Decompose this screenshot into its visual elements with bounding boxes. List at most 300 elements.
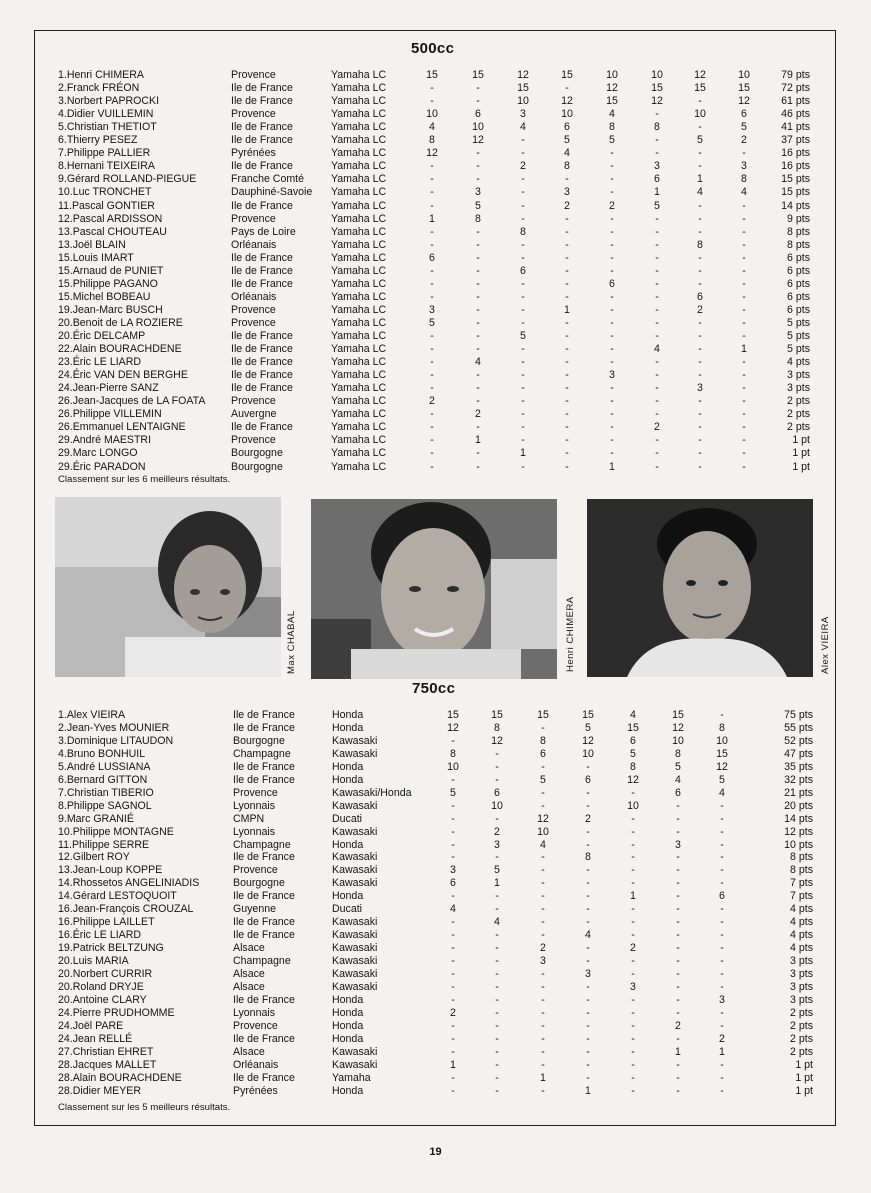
rider-region: Ile de France: [231, 82, 293, 95]
round-score: -: [521, 251, 525, 264]
round-score: -: [676, 993, 680, 1006]
rider-motorcycle: Kawasaki: [332, 929, 378, 942]
total-points: 6 pts: [787, 277, 810, 290]
rider-region: Ile de France: [233, 1071, 295, 1084]
rider-motorcycle: Yamaha LC: [331, 134, 387, 147]
round-score: -: [476, 277, 480, 290]
rider-motorcycle: Yamaha LC: [331, 303, 387, 316]
round-score: -: [631, 786, 635, 799]
rider-name: 10.Luc TRONCHET: [58, 186, 152, 199]
table-row: [0, 447, 871, 460]
rider-name: 4.Bruno BONHUIL: [58, 747, 146, 760]
rider-motorcycle: Kawasaki: [332, 851, 378, 864]
total-points: 16 pts: [781, 147, 810, 160]
rider-name: 11.Pascal GONTIER: [58, 199, 155, 212]
rider-motorcycle: Kawasaki: [332, 799, 378, 812]
rider-name: 23.Éric LE LIARD: [58, 356, 142, 369]
table-row: [0, 1085, 871, 1098]
rider-name: 14.Gérard LESTOQUOIT: [58, 890, 177, 903]
rider-region: Ile de France: [233, 929, 295, 942]
rider-name: 26.Emmanuel LENTAIGNE: [58, 421, 186, 434]
round-score: 6: [494, 786, 500, 799]
table-row: [0, 200, 871, 213]
table-row: [0, 186, 871, 199]
round-score: 10: [606, 69, 618, 81]
round-score: -: [698, 225, 702, 238]
total-points: 47 pts: [784, 747, 813, 760]
round-score: 12: [694, 69, 706, 81]
round-score: 10: [537, 825, 549, 838]
total-points: 2 pts: [790, 1019, 813, 1032]
rider-name: 7.Philippe PALLIER: [58, 147, 151, 160]
total-points: 52 pts: [784, 734, 813, 747]
round-score: -: [476, 369, 480, 382]
round-score: -: [742, 225, 746, 238]
round-score: -: [720, 825, 724, 838]
photo-caption: Alex VIEIRA: [820, 616, 831, 674]
round-score: -: [430, 343, 434, 356]
round-score: -: [451, 929, 455, 942]
table-row: [0, 213, 871, 226]
rider-region: Ile de France: [231, 95, 293, 108]
rider-name: 1.Alex VIEIRA: [58, 709, 126, 721]
rider-motorcycle: Honda: [332, 709, 364, 721]
round-score: -: [565, 251, 569, 264]
round-score: 10: [447, 760, 459, 773]
round-score: -: [631, 1045, 635, 1058]
round-score: 8: [675, 747, 681, 760]
round-score: -: [631, 955, 635, 968]
total-points: 2 pts: [790, 1006, 813, 1019]
round-score: 4: [564, 147, 570, 160]
round-score: -: [495, 993, 499, 1006]
rider-name: 10.Philippe MONTAGNE: [58, 825, 174, 838]
round-score: 8: [429, 134, 435, 147]
rider-name: 20.Roland DRYJE: [58, 980, 144, 993]
round-score: 5: [494, 864, 500, 877]
round-score: -: [430, 356, 434, 369]
rider-region: Lyonnais: [233, 799, 276, 812]
rider-name: 8.Philippe SAGNOL: [58, 799, 152, 812]
rider-name: 20.Benoit de LA ROZIERE: [58, 316, 183, 329]
table-row: [0, 1046, 871, 1059]
round-score: -: [742, 421, 746, 434]
total-points: 5 pts: [787, 316, 810, 329]
round-score: 3: [697, 382, 703, 395]
total-points: 8 pts: [787, 238, 810, 251]
round-score: -: [698, 434, 702, 447]
round-score: -: [430, 82, 434, 95]
rider-region: Pyrénées: [231, 147, 276, 160]
table-row: [0, 955, 871, 968]
round-score: 4: [475, 356, 481, 369]
round-score: -: [476, 382, 480, 395]
round-score: -: [476, 225, 480, 238]
round-score: 1: [520, 447, 526, 460]
round-score: 4: [520, 121, 526, 134]
round-score: 2: [564, 199, 570, 212]
round-score: -: [720, 903, 724, 916]
round-score: -: [698, 277, 702, 290]
round-score: -: [430, 199, 434, 212]
rider-region: Ile de France: [231, 199, 293, 212]
round-score: -: [655, 225, 659, 238]
round-score: -: [698, 95, 702, 108]
round-score: -: [451, 916, 455, 929]
round-score: -: [720, 1006, 724, 1019]
table-row: [0, 735, 871, 748]
round-score: -: [698, 316, 702, 329]
round-score: 8: [494, 721, 500, 734]
table-row: [0, 226, 871, 239]
rider-motorcycle: Yamaha LC: [331, 316, 387, 329]
rider-motorcycle: Ducati: [332, 903, 363, 916]
round-score: -: [541, 916, 545, 929]
round-score: 1: [475, 434, 481, 447]
table-row: [0, 774, 871, 787]
round-score: -: [586, 838, 590, 851]
round-score: 2: [609, 199, 615, 212]
round-score: 5: [719, 773, 725, 786]
round-score: 6: [654, 173, 660, 186]
round-score: -: [541, 760, 545, 773]
round-score: -: [541, 877, 545, 890]
total-points: 7 pts: [790, 877, 813, 890]
round-score: -: [495, 890, 499, 903]
rider-region: Bourgogne: [233, 734, 285, 747]
round-score: 8: [741, 173, 747, 186]
rider-name: 16.Philippe LAILLET: [58, 916, 155, 929]
rider-region: Ile de France: [233, 890, 295, 903]
round-score: -: [521, 356, 525, 369]
rider-name: 29.Marc LONGO: [58, 447, 138, 460]
rider-region: Auvergne: [231, 408, 277, 421]
total-points: 4 pts: [790, 903, 813, 916]
round-score: -: [698, 199, 702, 212]
round-score: 12: [447, 721, 459, 734]
table-row: [0, 968, 871, 981]
rider-name: 22.Alain BOURACHDENE: [58, 343, 182, 356]
table-row: [0, 748, 871, 761]
round-score: -: [586, 1071, 590, 1084]
round-score: -: [541, 929, 545, 942]
round-score: 6: [450, 877, 456, 890]
rider-name: 5.Christian THETIOT: [58, 121, 157, 134]
round-score: -: [521, 303, 525, 316]
rider-name: 26.Jean-Jacques de LA FOATA: [58, 395, 206, 408]
round-score: 2: [719, 1032, 725, 1045]
rider-region: Ile de France: [233, 1032, 295, 1045]
rider-name: 24.Jean RELLÉ: [58, 1032, 133, 1045]
round-score: -: [676, 890, 680, 903]
round-score: 15: [491, 709, 503, 721]
round-score: 2: [675, 1019, 681, 1032]
round-score: 10: [517, 95, 529, 108]
round-score: -: [451, 1032, 455, 1045]
round-score: -: [430, 225, 434, 238]
rider-name: 6.Bernard GITTON: [58, 773, 148, 786]
round-score: -: [610, 316, 614, 329]
round-score: -: [541, 864, 545, 877]
round-score: -: [430, 330, 434, 342]
rider-motorcycle: Yamaha LC: [331, 447, 387, 460]
round-score: -: [430, 186, 434, 199]
round-score: -: [495, 747, 499, 760]
round-score: -: [655, 316, 659, 329]
table-row: [0, 121, 871, 134]
round-score: 2: [654, 421, 660, 434]
round-score: -: [451, 968, 455, 980]
rider-region: Ile de France: [231, 134, 293, 147]
rider-region: Alsace: [233, 980, 265, 993]
rider-name: 4.Didier VUILLEMIN: [58, 108, 154, 121]
rider-name: 2.Franck FRÉON: [58, 82, 140, 95]
round-score: 8: [609, 121, 615, 134]
round-score: -: [742, 408, 746, 421]
round-score: -: [676, 799, 680, 812]
table-row: [0, 421, 871, 434]
round-score: -: [521, 147, 525, 160]
rider-region: Ile de France: [233, 760, 295, 773]
round-score: 1: [609, 460, 615, 473]
round-score: -: [495, 1071, 499, 1084]
table-row: [0, 813, 871, 826]
round-score: -: [655, 460, 659, 473]
round-score: -: [521, 134, 525, 147]
total-points: 6 pts: [787, 303, 810, 316]
round-score: 10: [561, 108, 573, 121]
total-points: 61 pts: [781, 95, 810, 108]
round-score: -: [610, 434, 614, 447]
round-score: -: [655, 434, 659, 447]
rider-name: 20.Norbert CURRIR: [58, 968, 153, 980]
rider-name: 16.Jean-François CROUZAL: [58, 903, 194, 916]
round-score: -: [631, 993, 635, 1006]
round-score: -: [586, 916, 590, 929]
rider-region: Ile de France: [231, 160, 293, 173]
round-score: -: [631, 851, 635, 864]
round-score: 15: [582, 709, 594, 721]
rider-motorcycle: Honda: [332, 721, 364, 734]
round-score: -: [565, 277, 569, 290]
round-score: 4: [741, 186, 747, 199]
round-score: -: [610, 264, 614, 277]
rider-name: 15.Arnaud de PUNIET: [58, 264, 164, 277]
round-score: -: [565, 264, 569, 277]
round-score: 5: [675, 760, 681, 773]
round-score: -: [610, 408, 614, 421]
round-score: -: [676, 916, 680, 929]
rider-motorcycle: Yamaha LC: [331, 395, 387, 408]
total-points: 3 pts: [787, 382, 810, 395]
table-row: [0, 108, 871, 121]
total-points: 41 pts: [781, 121, 810, 134]
round-score: -: [676, 1032, 680, 1045]
rider-motorcycle: Kawasaki: [332, 825, 378, 838]
rider-region: Ile de France: [233, 993, 295, 1006]
rider-motorcycle: Kawasaki: [332, 968, 378, 980]
round-score: -: [565, 356, 569, 369]
round-score: -: [586, 903, 590, 916]
round-score: -: [655, 303, 659, 316]
round-score: 1: [494, 877, 500, 890]
round-score: -: [631, 1019, 635, 1032]
round-score: -: [476, 316, 480, 329]
round-score: 4: [450, 903, 456, 916]
rider-motorcycle: Honda: [332, 760, 364, 773]
round-score: 2: [494, 825, 500, 838]
round-score: -: [495, 760, 499, 773]
table-row: [0, 709, 871, 722]
round-score: 3: [475, 186, 481, 199]
round-score: -: [631, 1071, 635, 1084]
round-score: -: [586, 1045, 590, 1058]
round-score: -: [655, 356, 659, 369]
round-score: 15: [738, 82, 750, 95]
table-row: [0, 382, 871, 395]
rider-name: 24.Éric VAN DEN BERGHE: [58, 369, 188, 382]
table-row: [0, 173, 871, 186]
rider-motorcycle: Honda: [332, 838, 364, 851]
round-score: -: [720, 1058, 724, 1071]
rider-name: 8.Hernani TEIXEIRA: [58, 160, 155, 173]
round-score: 1: [429, 212, 435, 225]
total-points: 3 pts: [790, 968, 813, 980]
round-score: -: [742, 303, 746, 316]
rider-motorcycle: Yamaha LC: [331, 277, 387, 290]
round-score: 6: [564, 121, 570, 134]
rider-name: 13.Jean-Loup KOPPE: [58, 864, 163, 877]
rider-name: 6.Thierry PESEZ: [58, 134, 138, 147]
round-score: -: [676, 1071, 680, 1084]
round-score: 1: [540, 1071, 546, 1084]
rider-motorcycle: Honda: [332, 1084, 364, 1097]
rider-name: 14.Rhossetos ANGELINIADIS: [58, 877, 200, 890]
round-score: -: [495, 851, 499, 864]
round-score: -: [451, 825, 455, 838]
round-score: -: [655, 264, 659, 277]
round-score: -: [720, 980, 724, 993]
total-points: 5 pts: [787, 343, 810, 356]
round-score: -: [451, 890, 455, 903]
round-score: 3: [675, 838, 681, 851]
rider-name: 12.Pascal ARDISSON: [58, 212, 163, 225]
rider-motorcycle: Kawasaki: [332, 916, 378, 929]
round-score: -: [655, 382, 659, 395]
round-score: -: [476, 303, 480, 316]
total-points: 20 pts: [784, 799, 813, 812]
round-score: -: [720, 799, 724, 812]
rider-motorcycle: Honda: [332, 1006, 364, 1019]
total-points: 1 pt: [792, 434, 810, 447]
rider-name: 3.Norbert PAPROCKI: [58, 95, 160, 108]
rider-region: Provence: [231, 69, 276, 81]
round-score: 8: [719, 721, 725, 734]
round-score: 15: [627, 721, 639, 734]
round-score: -: [720, 864, 724, 877]
rider-motorcycle: Yamaha LC: [331, 147, 387, 160]
round-score: -: [655, 238, 659, 251]
round-score: -: [541, 786, 545, 799]
round-score: -: [541, 980, 545, 993]
round-score: -: [430, 238, 434, 251]
total-points: 3 pts: [790, 955, 813, 968]
rider-region: Ile de France: [231, 356, 293, 369]
table-row: [0, 82, 871, 95]
rider-region: Alsace: [233, 942, 265, 955]
round-score: -: [541, 1084, 545, 1097]
rider-name: 24.Pierre PRUDHOMME: [58, 1006, 175, 1019]
round-score: 5: [609, 134, 615, 147]
rider-name: 3.Dominique LITAUDON: [58, 734, 174, 747]
section-title-750cc: 750cc: [412, 680, 456, 697]
round-score: -: [495, 1006, 499, 1019]
round-score: -: [742, 290, 746, 303]
rider-name: 16.Éric LE LIARD: [58, 929, 142, 942]
round-score: -: [631, 903, 635, 916]
round-score: 1: [697, 173, 703, 186]
round-score: 4: [494, 916, 500, 929]
rider-region: Lyonnais: [233, 1006, 276, 1019]
rider-name: 11.Philippe SERRE: [58, 838, 150, 851]
round-score: -: [676, 812, 680, 825]
round-score: -: [430, 290, 434, 303]
round-score: -: [451, 1071, 455, 1084]
round-score: -: [430, 460, 434, 473]
round-score: -: [610, 173, 614, 186]
total-points: 35 pts: [784, 760, 813, 773]
round-score: -: [565, 343, 569, 356]
round-score: -: [610, 447, 614, 460]
rider-motorcycle: Kawasaki: [332, 864, 378, 877]
round-score: 12: [472, 134, 484, 147]
round-score: 3: [494, 838, 500, 851]
round-score: -: [720, 851, 724, 864]
table-row: [0, 317, 871, 330]
round-score: 15: [606, 95, 618, 108]
round-score: -: [451, 980, 455, 993]
table-row: [0, 239, 871, 252]
total-points: 4 pts: [790, 929, 813, 942]
round-score: -: [565, 460, 569, 473]
photo-max-chabal: [55, 497, 281, 677]
round-score: -: [541, 1019, 545, 1032]
round-score: -: [698, 356, 702, 369]
round-score: -: [720, 916, 724, 929]
round-score: -: [586, 890, 590, 903]
round-score: -: [521, 343, 525, 356]
total-points: 1 pt: [795, 1071, 813, 1084]
rider-name: 7.Christian TIBERIO: [58, 786, 154, 799]
round-score: 10: [716, 734, 728, 747]
rider-region: Provence: [233, 1019, 278, 1032]
round-score: 12: [627, 773, 639, 786]
round-score: -: [521, 395, 525, 408]
round-score: -: [451, 1084, 455, 1097]
round-score: 12: [716, 760, 728, 773]
rider-motorcycle: Yamaha LC: [331, 238, 387, 251]
round-score: -: [655, 290, 659, 303]
round-score: -: [676, 864, 680, 877]
round-score: 2: [429, 395, 435, 408]
rider-name: 27.Christian EHRET: [58, 1045, 154, 1058]
round-score: -: [451, 955, 455, 968]
total-points: 4 pts: [787, 356, 810, 369]
round-score: -: [631, 812, 635, 825]
round-score: -: [586, 877, 590, 890]
round-score: -: [541, 799, 545, 812]
round-score: 8: [520, 225, 526, 238]
